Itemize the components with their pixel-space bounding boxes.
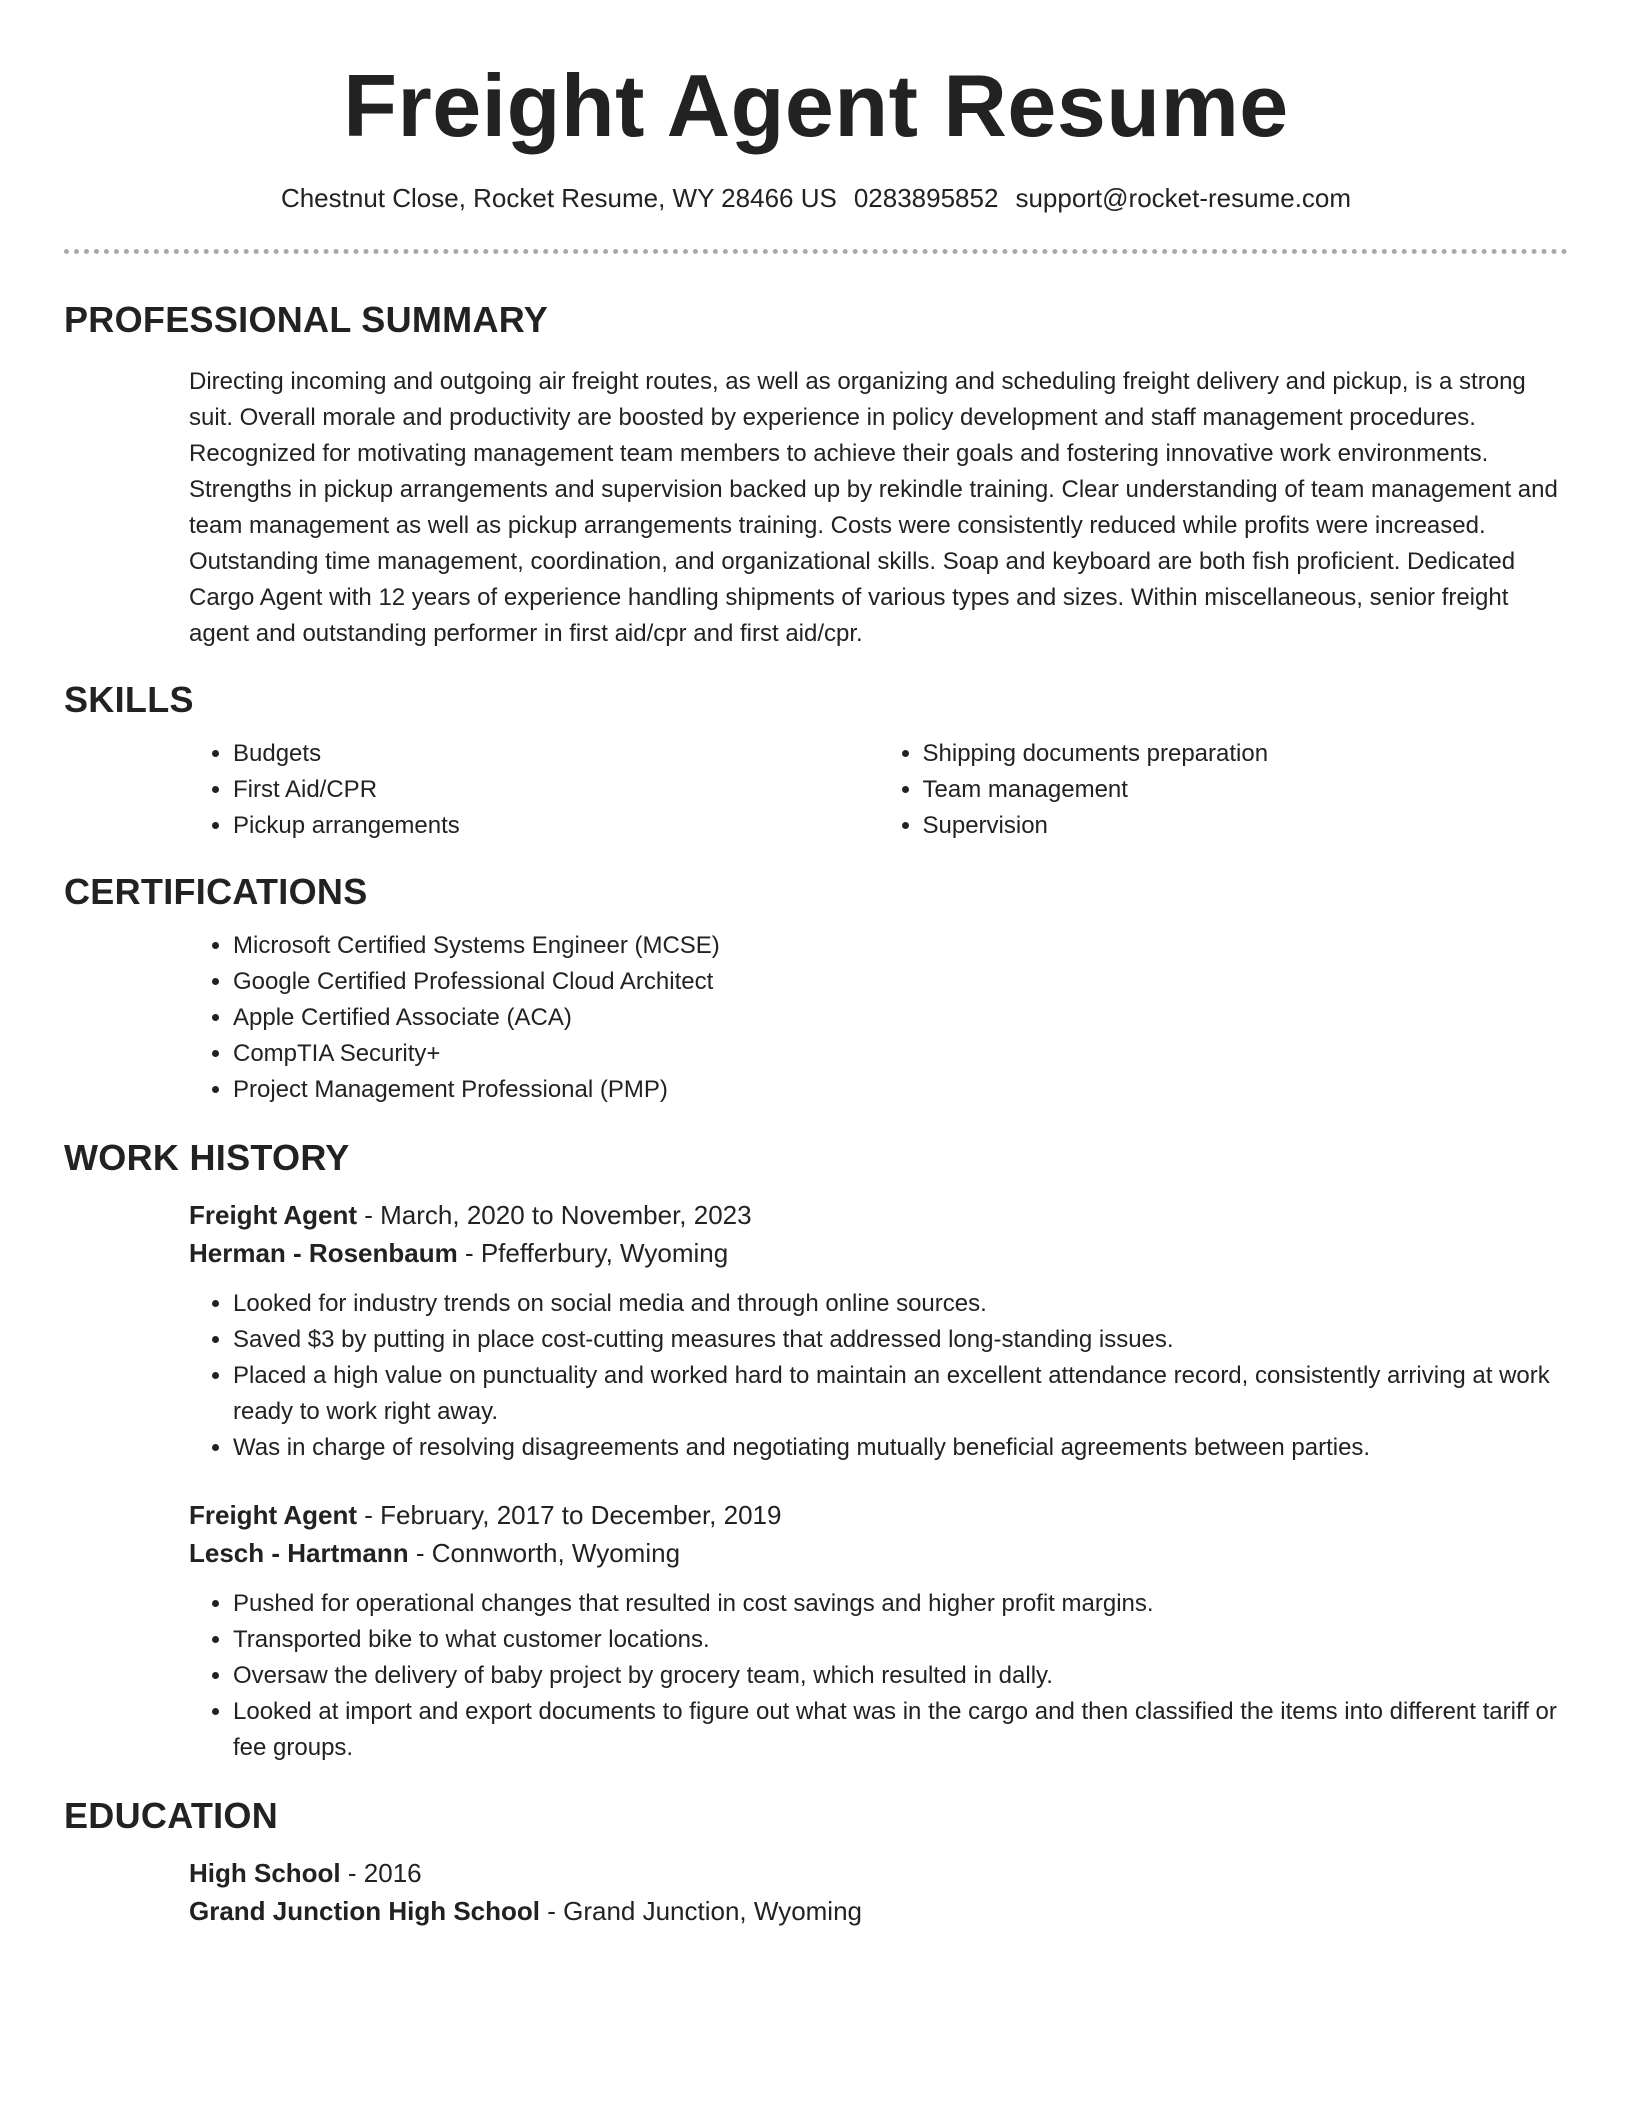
list-item: • CompTIA Security+ [233, 1036, 1568, 1072]
list-item: • Pickup arrangements [233, 808, 879, 844]
list-item: • Was in charge of resolving disagreements and negotiating mutually beneficial agreements between parties. [233, 1430, 1568, 1466]
list-item: • Looked at import and export documents to figure out what was in the cargo and then classified the items into different tariff or fee groups. [233, 1694, 1568, 1766]
list-item: • Looked for industry trends on social media and through online sources. [233, 1286, 1568, 1322]
job-location: - Pfefferbury, Wyoming [457, 1238, 729, 1268]
skills-list-right [879, 736, 1569, 844]
certifications-section [64, 868, 1568, 1108]
work-history-heading: WORK HISTORY [64, 1137, 350, 1178]
job-bullets [189, 1286, 1568, 1466]
job-bullets [189, 1586, 1568, 1766]
resume-title: Freight Agent Resume [343, 56, 1289, 155]
contact-email: support@rocket-resume.com [1015, 183, 1352, 213]
list-item: • First Aid/CPR [233, 772, 879, 808]
list-item: • Apple Certified Associate (ACA) [233, 1000, 1568, 1036]
education-school-line [189, 1892, 1568, 1930]
education-degree-line [189, 1854, 1568, 1892]
list-item: • Team management [923, 772, 1569, 808]
job-title-line [189, 1496, 1568, 1534]
list-item: • Budgets [233, 736, 879, 772]
education-school: Grand Junction High School [189, 1896, 540, 1926]
job-title-line [189, 1196, 1568, 1234]
skills-grid [189, 736, 1568, 844]
skills-heading: SKILLS [64, 679, 194, 720]
work-history-section [64, 1134, 1568, 1766]
list-item: • Transported bike to what customer locations. [233, 1622, 1568, 1658]
header-divider [64, 249, 1568, 254]
list-item: • Placed a high value on punctuality and worked hard to maintain an excellent attendance record, consistently arriving at work ready to work right away. [233, 1358, 1568, 1430]
summary-body [189, 364, 1568, 652]
skills-section [64, 676, 1568, 844]
summary-section [64, 296, 1568, 652]
certifications-heading: CERTIFICATIONS [64, 871, 368, 912]
certifications-list [189, 928, 1568, 1108]
job-company-line [189, 1234, 1568, 1272]
contact-address: Chestnut Close, Rocket Resume, WY 28466 US [280, 183, 837, 213]
list-item: • Supervision [923, 808, 1569, 844]
job-location: - Connworth, Wyoming [408, 1538, 681, 1568]
education-heading: EDUCATION [64, 1795, 279, 1836]
education-location: - Grand Junction, Wyoming [540, 1896, 863, 1926]
skills-list-left [189, 736, 879, 844]
job-company: Lesch - Hartmann [189, 1538, 409, 1568]
job-entry [189, 1196, 1568, 1466]
list-item: • Oversaw the delivery of baby project by grocery team, which resulted in dally. [233, 1658, 1568, 1694]
education-entry [189, 1854, 1568, 1930]
list-item: • Project Management Professional (PMP) [233, 1072, 1568, 1108]
job-dates: - March, 2020 to November, 2023 [357, 1200, 752, 1230]
job-company-line [189, 1534, 1568, 1572]
job-role: Freight Agent [189, 1200, 358, 1230]
certifications-body [189, 928, 1568, 1108]
list-item: • Google Certified Professional Cloud Architect [233, 964, 1568, 1000]
education-section [64, 1792, 1568, 1930]
list-item: • Microsoft Certified Systems Engineer (MCSE) [233, 928, 1568, 964]
job-dates: - February, 2017 to December, 2019 [357, 1500, 782, 1530]
list-item: • Pushed for operational changes that resulted in cost savings and higher profit margins. [233, 1586, 1568, 1622]
job-entry [189, 1496, 1568, 1766]
education-year: - 2016 [340, 1858, 422, 1888]
summary-text: Directing incoming and outgoing air freight routes, as well as organizing and scheduling freight delivery and pickup, is a strong suit. Overall morale and productivity are boosted by experience in policy development and staff management procedures. Recognized for motivating management team members to achieve their goals and fostering innovative work environments. Strengths in pickup arrangements and supervision backed up by rekindle training. Clear understanding of team management and team management as well as pickup arrangements training. Costs were consistently reduced while profits were increased. Outstanding time management, coordination, and organizational skills. Soap and keyboard are both fish proficient. Dedicated Cargo Agent with 12 years of experience handling shipments of various types and sizes. Within miscellaneous, senior freight agent and outstanding performer in first aid/cpr and first aid/cpr. [189, 368, 1558, 647]
education-degree: High School [189, 1858, 341, 1888]
contact-phone: 0283895852 [853, 183, 999, 213]
job-role: Freight Agent [189, 1500, 358, 1530]
list-item: • Shipping documents preparation [923, 736, 1569, 772]
job-company: Herman - Rosenbaum [189, 1238, 458, 1268]
summary-heading: PROFESSIONAL SUMMARY [64, 299, 549, 340]
list-item: • Saved $3 by putting in place cost-cutting measures that addressed long-standing issues. [233, 1322, 1568, 1358]
contact-line [0, 160, 1632, 216]
